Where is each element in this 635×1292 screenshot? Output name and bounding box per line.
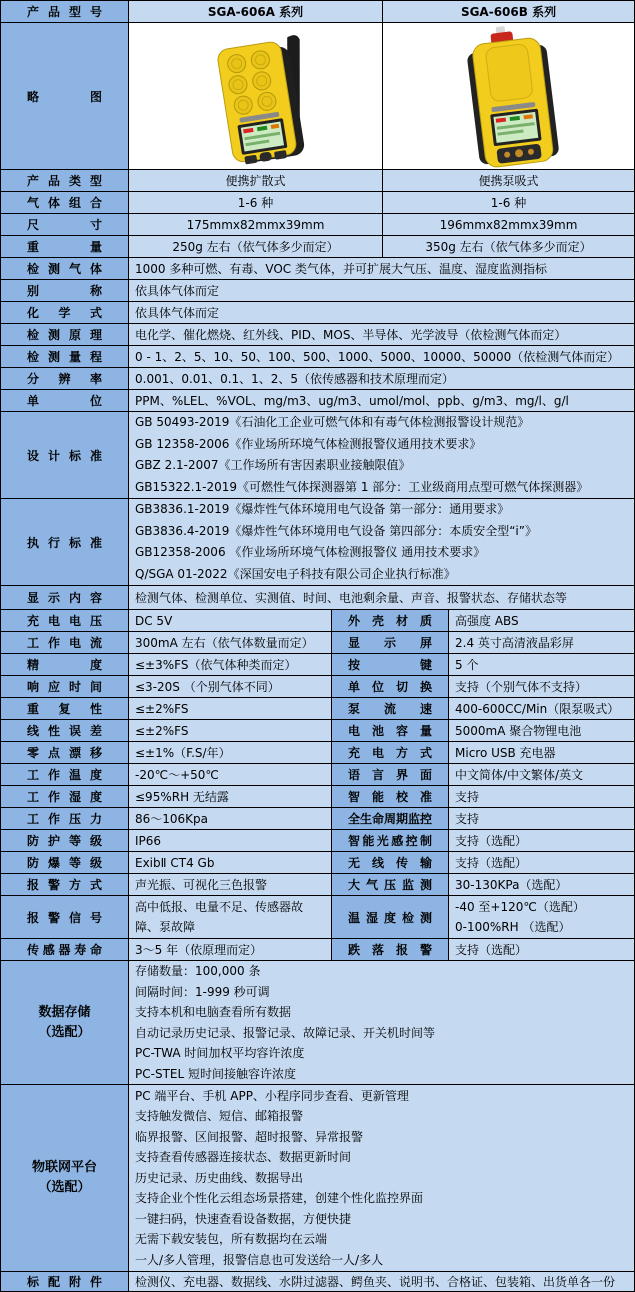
row-label: 气体组合 (27, 196, 102, 210)
device-a-image (135, 23, 376, 169)
row-label (7, 1158, 122, 1198)
sketch-label-cell (1, 23, 129, 170)
row-value: 支持 (449, 808, 635, 830)
row-label-cell (332, 676, 449, 698)
row-label-cell (332, 939, 449, 961)
temp-humidity-line: 0-100%RH （选配） (455, 920, 571, 934)
device-b-image (389, 23, 628, 169)
row-label: 工作湿度 (27, 790, 102, 804)
row-value: 1000 多种可燃、有毒、VOC 类气体，并可扩展大气压、温度、湿度监测指标 (129, 258, 635, 280)
exec-standard-row (1, 499, 635, 586)
alarm-signal-row (1, 896, 635, 939)
row-label: 精 度 (27, 658, 102, 672)
row-value: 检测仪、充电器、数据线、水阱过滤器、鳄鱼夹、说明书、合格证、包装箱、出货单各一份 (129, 1272, 635, 1292)
row-label-cell (332, 764, 449, 786)
row-value: 电化学、催化燃烧、红外线、PID、MOS、半导体、光学波导（依检测气体而定） (129, 324, 635, 346)
row-label: 工作电流 (27, 636, 102, 650)
row-value: ≤±2%FS (129, 720, 332, 742)
sketch-label: 略 图 (27, 89, 102, 104)
row-label-cell (1, 258, 129, 280)
row-label: 温湿度检测 (348, 910, 432, 925)
row-value: ≤95%RH 无结露 (129, 786, 332, 808)
row-label: 无线传输 (348, 856, 432, 870)
row-value: 2.4 英寸高清液晶彩屏 (449, 632, 635, 654)
row-label: 线性误差 (27, 724, 102, 738)
table-row (1, 192, 635, 214)
row-label-cell (1, 499, 129, 586)
row-label-cell (1, 236, 129, 258)
data-storage-row (1, 961, 635, 1085)
feature-line: 一键扫码，快速查看设备数据，方便快捷 (135, 1211, 352, 1226)
series-a-value: 250g 左右（依气体多少而定） (129, 236, 383, 258)
row-label: 单位切换 (348, 680, 432, 694)
feature-line: PC-STEL 短时间接触容许浓度 (135, 1066, 296, 1081)
table-row (1, 764, 635, 786)
row-label-cell (332, 830, 449, 852)
row-label-cell (1, 676, 129, 698)
row-value: -20℃～+50℃ (129, 764, 332, 786)
row-label-cell (1, 280, 129, 302)
row-label-cell (1, 324, 129, 346)
row-label: 泵 流 速 (348, 702, 432, 716)
row-value: Micro USB 充电器 (449, 742, 635, 764)
table-row (1, 236, 635, 258)
row-label-cell (1, 632, 129, 654)
sketch-row (1, 23, 635, 170)
row-label-cell (1, 412, 129, 499)
row-value (449, 896, 635, 939)
row-label-cell (1, 192, 129, 214)
table-row (1, 610, 635, 632)
row-label-cell (332, 610, 449, 632)
feature-line: 支持本机和电脑查看所有数据 (135, 1005, 292, 1019)
row-label-cell (332, 720, 449, 742)
row-label-cell (332, 632, 449, 654)
feature-line: 支持触发微信、短信、邮箱报警 (135, 1109, 304, 1124)
row-label: 产品类型 (27, 174, 102, 188)
standard-lines (135, 499, 628, 585)
row-value: 声光振、可视化三色报警 (129, 874, 332, 896)
row-label-cell (332, 654, 449, 676)
feature-lines (135, 961, 628, 1084)
table-row (1, 742, 635, 764)
table-row (1, 368, 635, 390)
row-label-cell (1, 874, 129, 896)
table-row (1, 346, 635, 368)
feature-line: PC 端平台、手机 APP、小程序同步查看、更新管理 (135, 1088, 409, 1103)
row-value: 5000mA 聚合物锂电池 (449, 720, 635, 742)
feature-line: 临界报警、区间报警、超时报警、异常报警 (135, 1129, 364, 1144)
row-label-cell (1, 698, 129, 720)
iot-platform-cell (129, 1085, 635, 1272)
table-row (1, 874, 635, 896)
row-label-cell (1, 852, 129, 874)
row-value: 5 个 (449, 654, 635, 676)
row-label: 报警信号 (27, 910, 102, 925)
design-standard-cell (129, 412, 635, 499)
row-value: 3～5 年（依原理而定） (129, 939, 332, 961)
row-label-cell (1, 742, 129, 764)
row-value: 高强度 ABS (449, 610, 635, 632)
row-label: 工作温度 (27, 768, 102, 782)
table-row (1, 586, 635, 610)
row-label: 设计标准 (27, 448, 102, 463)
row-label-cell (1, 808, 129, 830)
feature-lines (135, 1086, 628, 1271)
feature-line: 一人/多人管理，报警信息也可发送给一人/多人 (135, 1252, 384, 1267)
row-label-cell (1, 346, 129, 368)
row-label-cell (1, 654, 129, 676)
standard-line: GBZ 2.1-2007《工作场所有害因素职业接触限值》 (135, 458, 411, 472)
row-label: 全生命周期监控 (348, 812, 433, 826)
row-value: 依具体气体而定 (129, 302, 635, 324)
label-line: 物联网平台 (31, 1160, 97, 1175)
row-label-cell (332, 742, 449, 764)
row-value: 支持（选配） (449, 852, 635, 874)
row-label-cell (1, 939, 129, 961)
row-label: 重 量 (27, 240, 102, 254)
row-label: 别 称 (27, 284, 102, 298)
diffusion-detector-illustration (136, 25, 376, 167)
row-label: 防爆等级 (27, 856, 102, 870)
row-label: 传感器寿命 (27, 943, 102, 957)
row-label-cell (1, 764, 129, 786)
row-value: 86～106Kpa (129, 808, 332, 830)
series-b-value: 350g 左右（依气体多少而定） (383, 236, 635, 258)
row-label-cell (1, 586, 129, 610)
standard-line: GB3836.4-2019《爆炸性气体环境用电气设备 第四部分：本质安全型“i”》 (135, 523, 537, 538)
row-label: 防护等级 (27, 834, 102, 848)
table-row (1, 654, 635, 676)
row-label: 检测量程 (27, 350, 102, 364)
table-row (1, 170, 635, 192)
header-label-cell (1, 1, 129, 23)
row-value: 30-130KPa（选配） (449, 874, 635, 896)
row-value: PPM、%LEL、%VOL、mg/m3、ug/m3、umol/mol、ppb、g/m3、mg/l、g/l (129, 390, 635, 412)
row-label: 检测气体 (27, 262, 102, 276)
table-row (1, 720, 635, 742)
row-label: 执行标准 (27, 535, 102, 550)
header-label: 产品型号 (27, 5, 102, 19)
row-label-cell (332, 896, 449, 939)
device-a-cell (129, 23, 383, 170)
row-label-cell (1, 720, 129, 742)
row-label: 单 位 (27, 394, 102, 408)
label-line: （选配） (38, 1024, 91, 1040)
row-label: 智能光感控制 (348, 834, 432, 848)
row-label-cell (1, 390, 129, 412)
row-value: 依具体气体而定 (129, 280, 635, 302)
standard-lines (135, 412, 628, 498)
row-value: ≤±1%（F.S/年） (129, 742, 332, 764)
standard-line: GB15322.1-2019《可燃性气体探测器第 1 部分：工业级商用点型可燃气体探测器》 (135, 479, 589, 494)
row-label: 标配附件 (27, 1275, 102, 1289)
table-row (1, 698, 635, 720)
row-label-cell (332, 874, 449, 896)
row-label: 报警方式 (27, 878, 102, 892)
row-label-cell (332, 808, 449, 830)
data-storage-cell (129, 961, 635, 1085)
row-value: 支持（选配） (449, 939, 635, 961)
table-row (1, 852, 635, 874)
row-label: 按 键 (348, 658, 432, 672)
feature-line: 支持查看传感器连接状态、数据更新时间 (135, 1150, 352, 1165)
row-label-cell (1, 302, 129, 324)
row-value: 支持 (449, 786, 635, 808)
temp-humidity-line: -40 至+120℃（选配） (455, 900, 585, 914)
label-line: 数据存储 (38, 1004, 91, 1020)
table-row (1, 786, 635, 808)
row-label: 充电电压 (27, 614, 102, 628)
row-value (129, 896, 332, 939)
iot-platform-row (1, 1085, 635, 1272)
row-label: 分 辨 率 (27, 372, 102, 386)
row-label: 零点漂移 (27, 746, 102, 760)
series-b-header: SGA-606B 系列 (383, 1, 635, 23)
series-a-header: SGA-606A 系列 (129, 1, 383, 23)
feature-line: 历史记录、历史曲线、数据导出 (135, 1170, 304, 1185)
table-row (1, 390, 635, 412)
feature-line: 支持企业个性化云组态场景搭建，创建个性化监控界面 (135, 1191, 424, 1206)
row-value: ≤±3%FS（依气体种类而定） (129, 654, 332, 676)
series-a-value: 1-6 种 (129, 192, 383, 214)
row-label: 语言界面 (348, 768, 432, 782)
standard-line: GB12358-2006 《作业场所环境气体检测报警仪 通用技术要求》 (135, 545, 486, 559)
standard-line: Q/SGA 01-2022《深国安电子科技有限公司企业执行标准》 (135, 566, 456, 581)
header-row (1, 1, 635, 23)
row-label: 尺 寸 (27, 218, 102, 232)
row-value: DC 5V (129, 610, 332, 632)
table-row (1, 280, 635, 302)
standard-line: GB 50493-2019《石油化工企业可燃气体和有毒气体检测报警设计规范》 (135, 415, 530, 429)
standard-line: GB3836.1-2019《爆炸性气体环境用电气设备 第一部分：通用要求》 (135, 502, 510, 516)
row-value: 支持（个别气体不支持） (449, 676, 635, 698)
feature-line: 自动记录历史记录、报警记录、故障记录、开关机时间等 (135, 1025, 436, 1040)
row-label: 重 复 性 (27, 702, 102, 716)
device-b-cell (383, 23, 635, 170)
row-label: 智能校准 (348, 790, 432, 804)
table-row (1, 632, 635, 654)
row-label: 跌落报警 (348, 943, 432, 957)
row-label: 显示内容 (27, 591, 102, 605)
row-value: 检测气体、检测单位、实测值、时间、电池剩余量、声音、报警状态、存储状态等 (129, 586, 635, 610)
accessories-row (1, 1272, 635, 1292)
raised-panel (485, 43, 533, 102)
row-label-cell (1, 214, 129, 236)
row-label: 大气压监测 (348, 878, 432, 892)
row-value: 300mA 左右（依气体数量而定） (129, 632, 332, 654)
standard-line: GB 12358-2006《作业场所环境气体检测报警仪通用技术要求》 (135, 436, 482, 451)
row-label-cell (1, 1085, 129, 1272)
row-label-cell (332, 852, 449, 874)
row-label-cell (1, 830, 129, 852)
row-value: 0 - 1、2、5、10、50、100、500、1000、5000、10000、50000（依检测气体而定） (129, 346, 635, 368)
row-label: 化 学 式 (27, 306, 102, 320)
table-row (1, 808, 635, 830)
row-value: 支持（选配） (449, 830, 635, 852)
row-value: ≤±2%FS (129, 698, 332, 720)
feature-line: 无需下载安装包，所有数据均在云端 (135, 1232, 328, 1247)
series-a-value: 175mmx82mmx39mm (129, 214, 383, 236)
row-label: 显 示 屏 (348, 636, 432, 650)
table-row (1, 302, 635, 324)
series-b-value: 196mmx82mmx39mm (383, 214, 635, 236)
row-label: 工作压力 (27, 812, 102, 826)
row-value: 400-600CC/Min（限泵吸式） (449, 698, 635, 720)
row-label-cell (1, 961, 129, 1085)
row-label: 电池容量 (348, 724, 432, 738)
design-standard-row (1, 412, 635, 499)
row-label (7, 1003, 122, 1043)
row-label-cell (332, 698, 449, 720)
row-label-cell (1, 610, 129, 632)
row-label: 外壳材质 (348, 614, 432, 628)
pump-detector-illustration (390, 25, 628, 167)
table-row (1, 214, 635, 236)
alarm-signal-value: 高中低报、电量不足、传感器故障、泵故障 (135, 900, 304, 934)
row-label-cell (1, 368, 129, 390)
feature-line: 存储数量：100,000 条 (135, 964, 261, 978)
row-value: ≤3-20S （个别气体不同） (129, 676, 332, 698)
row-value: 0.001、0.01、0.1、1、2、5（依传感器和技术原理而定） (129, 368, 635, 390)
series-a-value: 便携扩散式 (129, 170, 383, 192)
row-value: 中文简体/中文繁体/英文 (449, 764, 635, 786)
row-label-cell (1, 786, 129, 808)
exec-standard-cell (129, 499, 635, 586)
series-b-value: 1-6 种 (383, 192, 635, 214)
label-line: （选配） (38, 1180, 91, 1195)
row-label: 检测原理 (27, 328, 102, 342)
table-row (1, 830, 635, 852)
table-row (1, 676, 635, 698)
row-label-cell (1, 170, 129, 192)
row-label-cell (332, 786, 449, 808)
row-label: 响应时间 (27, 680, 102, 694)
table-row (1, 258, 635, 280)
row-label: 充电方式 (348, 746, 432, 760)
feature-line: 间隔时间：1-999 秒可调 (135, 984, 270, 999)
row-label-cell (1, 1272, 129, 1292)
series-b-value: 便携泵吸式 (383, 170, 635, 192)
feature-line: PC-TWA 时间加权平均容许浓度 (135, 1046, 305, 1060)
row-value: IP66 (129, 830, 332, 852)
table-row (1, 324, 635, 346)
table-row (1, 939, 635, 961)
row-label-cell (1, 896, 129, 939)
row-value: ExibⅡ CT4 Gb (129, 852, 332, 874)
